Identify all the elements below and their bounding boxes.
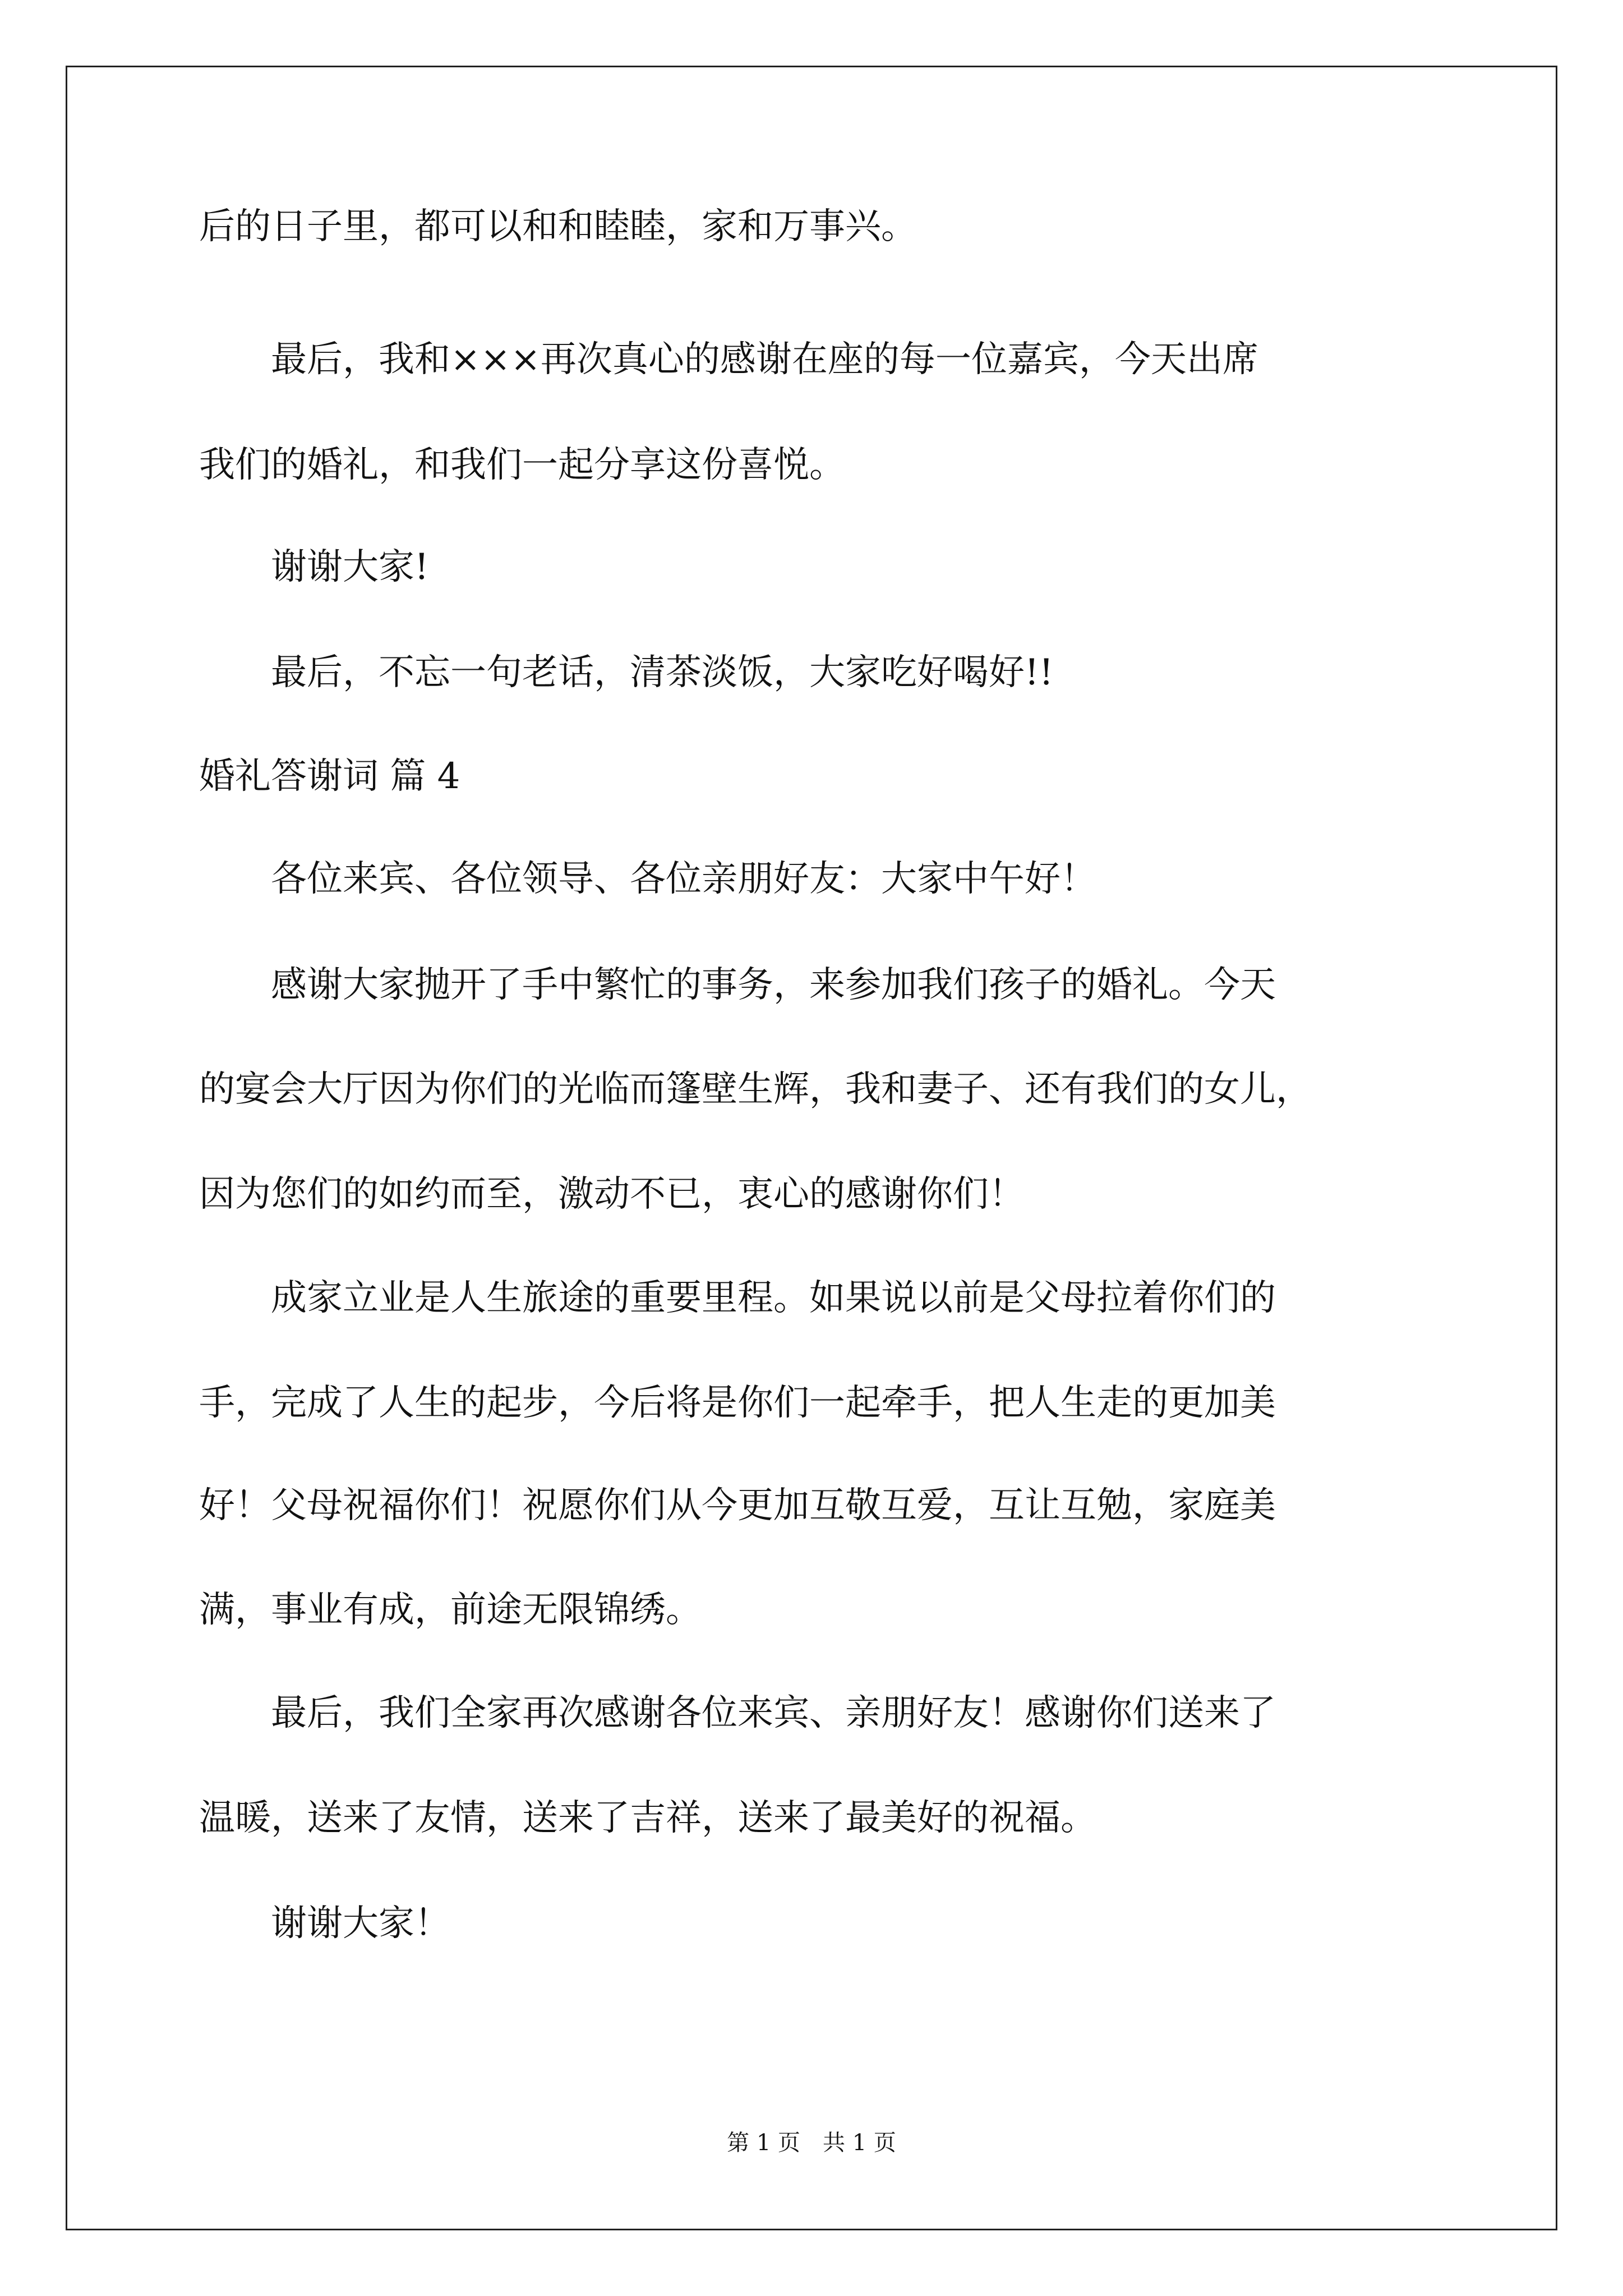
text-line: 各位来宾、各位领导、各位亲朋好友：大家中午好！ xyxy=(199,858,1096,900)
text-line: 因为您们的如约而至，激动不已，衷心的感谢你们！ xyxy=(199,1174,1025,1215)
text-line: 后的日子里，都可以和和睦睦，家和万事兴。 xyxy=(199,206,917,247)
page-footer: 第 1 页 共 1 页 xyxy=(727,2130,896,2156)
text-line: 好！父母祝福你们！祝愿你们从今更加互敬互爱，互让互勉，家庭美 xyxy=(199,1485,1276,1526)
text-line: 手，完成了人生的起步，今后将是你们一起牵手，把人生走的更加美 xyxy=(199,1382,1276,1424)
text-line: 最后，我们全家再次感谢各位来宾、亲朋好友！感谢你们送来了 xyxy=(199,1692,1276,1734)
text-line: 成家立业是人生旅途的重要里程。如果说以前是父母拉着你们的 xyxy=(199,1277,1276,1319)
text-line: 温暖，送来了友情，送来了吉祥，送来了最美好的祝福。 xyxy=(199,1797,1096,1839)
section-heading: 婚礼答谢词 篇 4 xyxy=(199,756,460,797)
text-line: 最后，我和×××再次真心的感谢在座的每一位嘉宾，今天出席 xyxy=(199,339,1258,380)
text-line: 我们的婚礼，和我们一起分享这份喜悦。 xyxy=(199,444,845,486)
text-line: 感谢大家抛开了手中繁忙的事务，来参加我们孩子的婚礼。今天 xyxy=(199,964,1276,1006)
text-line: 谢谢大家！ xyxy=(199,1903,450,1944)
text-line: 最后，不忘一句老话，清茶淡饭，大家吃好喝好!! xyxy=(199,652,1054,693)
text-line: 满，事业有成，前途无限锦绣。 xyxy=(199,1589,702,1631)
text-line: 谢谢大家! xyxy=(199,546,429,588)
text-line: 的宴会大厅因为你们的光临而篷壁生辉，我和妻子、还有我们的女儿， xyxy=(199,1069,1312,1110)
